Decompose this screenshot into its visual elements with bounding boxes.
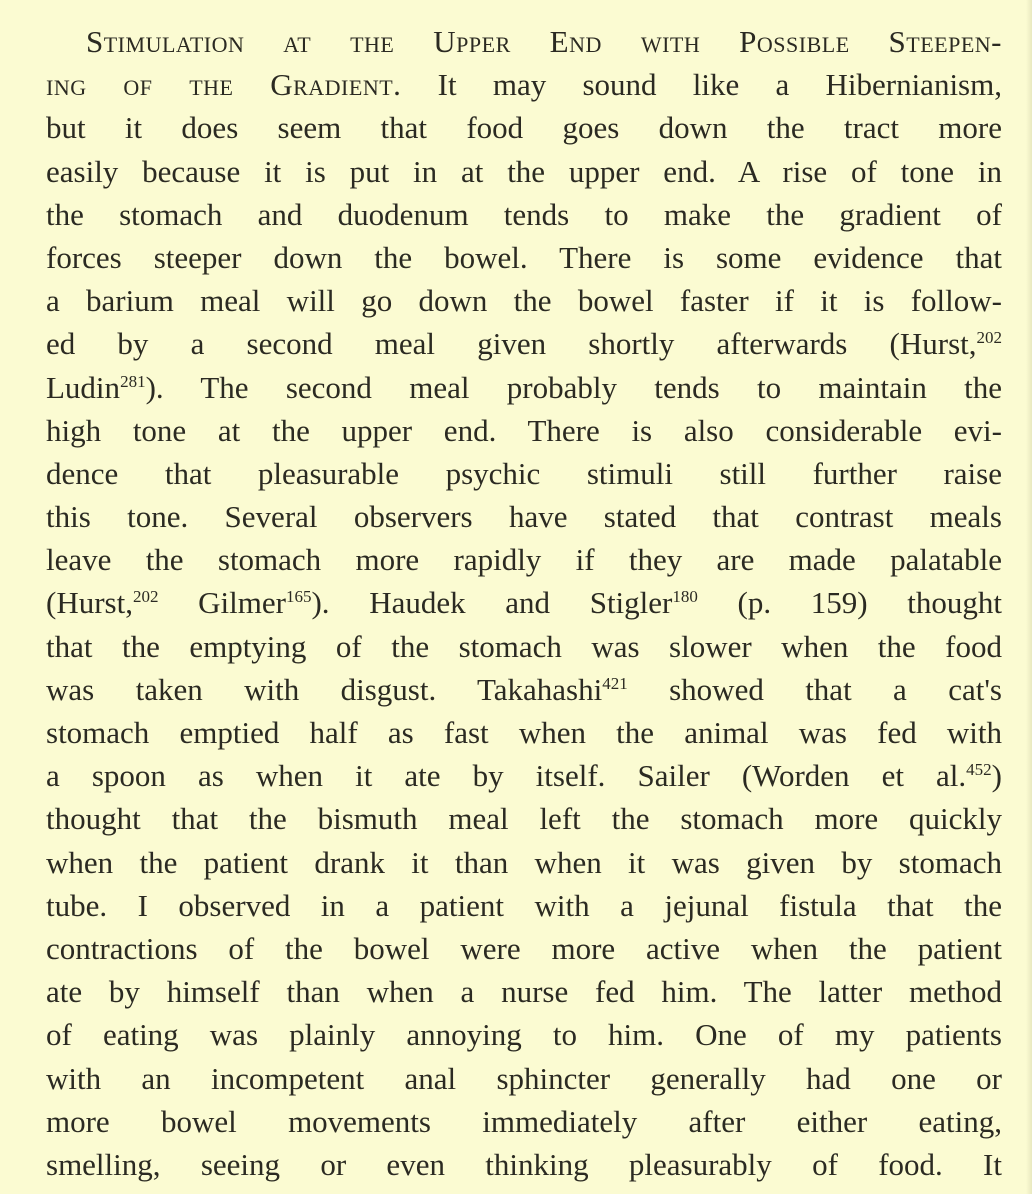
text-segment: more bowel movements immediately after either eating, — [46, 1103, 1002, 1139]
text-segment: smelling, seeing or even thinking pleasurably of food. It — [46, 1146, 1002, 1182]
text-line — [46, 625, 1002, 668]
book-page-text — [46, 20, 1002, 1186]
text-line — [46, 279, 1002, 322]
text-segment: forces steeper down the bowel. There is some evidence that — [46, 239, 1002, 275]
text-line — [46, 754, 1002, 797]
text-segment: showed that a cat's — [627, 671, 1002, 707]
text-segment: easily because it is put in at the upper end. A rise of tone in — [46, 153, 1002, 189]
text-segment: It may sound like a Hibernianism, — [401, 67, 1002, 103]
text-line — [46, 366, 1002, 409]
text-line — [46, 581, 1002, 624]
text-line — [46, 236, 1002, 279]
text-line — [46, 970, 1002, 1013]
text-segment: (p. 159) thought — [697, 585, 1003, 621]
reference-superscript: 202 — [132, 587, 159, 607]
text-segment: was taken with disgust. Takahashi — [46, 671, 603, 707]
section-heading-line — [46, 20, 1002, 63]
text-line — [46, 711, 1002, 754]
text-segment: leave the stomach more rapidly if they are made palatable — [46, 542, 1002, 578]
reference-superscript: 281 — [120, 371, 146, 391]
text-segment: ate by himself than when a nurse fed him. The latter method — [46, 974, 1002, 1010]
section-heading: ing of the Gradient. — [46, 67, 402, 103]
text-segment: stomach emptied half as fast when the animal was fed with — [46, 715, 1002, 750]
text-line — [46, 884, 1002, 927]
text-segment: tube. I observed in a patient with a jejunal fistula that the — [46, 887, 1002, 923]
reference-superscript: 421 — [602, 673, 628, 693]
text-segment: a spoon as when it ate by itself. Sailer (Worden et al. — [46, 758, 967, 794]
text-line — [46, 1143, 1002, 1186]
text-segment: with an incompetent anal sphincter generally had one or — [46, 1060, 1002, 1096]
text-line — [46, 841, 1002, 884]
text-segment: that the emptying of the stomach was slower when the food — [46, 628, 1002, 664]
text-line — [46, 668, 1002, 711]
reference-superscript: 180 — [672, 587, 698, 607]
text-line — [46, 452, 1002, 495]
text-line — [46, 1013, 1002, 1056]
text-line — [46, 495, 1002, 538]
text-line — [46, 322, 1002, 365]
text-segment: but it does seem that food goes down the tract more — [46, 110, 1002, 146]
text-segment: high tone at the upper end. There is also considerable evi- — [46, 412, 1002, 448]
text-segment: a barium meal will go down the bowel faster if it is follow- — [46, 283, 1002, 319]
text-line — [46, 409, 1002, 452]
text-line — [46, 927, 1002, 970]
text-segment: (Hurst, — [46, 585, 133, 621]
text-line — [46, 106, 1002, 149]
text-segment: Ludin — [46, 369, 121, 405]
text-segment: this tone. Several observers have stated that contrast meals — [46, 499, 1002, 535]
section-heading: Stimulation at the Upper End with Possible Steepen- — [86, 24, 1002, 59]
text-segment: the stomach and duodenum tends to make the gradient of — [46, 196, 1002, 232]
reference-superscript: 452 — [966, 760, 992, 780]
text-segment: contractions of the bowel were more active when the patient — [46, 930, 1002, 966]
text-line — [46, 538, 1002, 581]
text-line — [46, 1100, 1002, 1143]
text-line — [46, 797, 1002, 840]
reference-superscript: 165 — [285, 587, 312, 607]
section-heading-line — [46, 63, 1002, 106]
text-segment: ) — [991, 758, 1002, 794]
text-segment: ). The second meal probably tends to maintain the — [145, 369, 1002, 405]
reference-superscript: 202 — [976, 328, 1002, 348]
text-segment: ). Haudek and Stigler — [311, 585, 673, 621]
text-segment: Gilmer — [158, 585, 286, 621]
text-segment: of eating was plainly annoying to him. One of my patients — [46, 1017, 1002, 1053]
text-segment: when the patient drank it than when it was given by stomach — [46, 844, 1002, 880]
page-edge-shadow — [1026, 0, 1032, 1194]
text-line — [46, 150, 1002, 193]
text-segment: dence that pleasurable psychic stimuli still further raise — [46, 455, 1002, 491]
text-segment: ed by a second meal given shortly afterwards (Hurst, — [46, 326, 977, 362]
text-line — [46, 193, 1002, 236]
paragraph — [46, 20, 1002, 1186]
text-line — [46, 1057, 1002, 1100]
text-segment: thought that the bismuth meal left the stomach more quickly — [46, 801, 1002, 837]
